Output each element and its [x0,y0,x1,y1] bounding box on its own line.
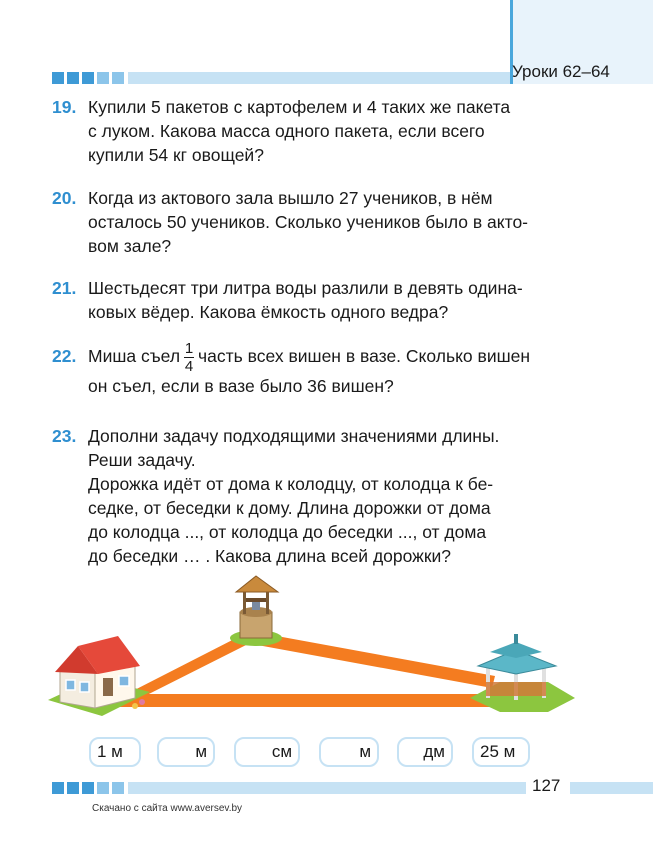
path-illustration [0,570,653,730]
problem-line: Дополни задачу подходящими значениями длины. [88,426,500,446]
problem-number: 21. [52,278,77,298]
problem-line: до колодца ..., от колодца до беседки ..., от дома [88,522,487,542]
problem-line: Шестьдесят три литра воды разлили в девять одина- [88,278,523,298]
problem-text: часть всех вишен в вазе. Сколько вишен [198,346,531,366]
unit-chip-3[interactable]: см [234,737,300,767]
problem-line: Купили 5 пакетов с картофелем и 4 таких же пакета [88,97,511,117]
unit-chip-1[interactable]: 1 м [89,737,141,767]
problem-number: 23. [52,426,77,446]
house-icon [48,636,150,716]
problem-line: осталось 50 учеников. Сколько учеников было в акто- [88,212,529,232]
problem-line: ковых вёдер. Какова ёмкость одного ведра? [88,302,449,322]
problem-line: Реши задачу. [88,450,196,470]
page-number: 127 [532,776,561,795]
problem-line: он съел, если в вазе было 36 вишен? [88,376,394,396]
problem-line: седке, от беседки к дому. Длина дорожки от дома [88,498,491,518]
well-icon [230,576,282,646]
problem-line: до беседки … . Какова длина всей дорожки? [88,546,452,566]
problem-number: 19. [52,97,77,117]
problem-line: Дорожка идёт от дома к колодцу, от колодца к бе- [88,474,494,494]
fraction-numerator: 1 [184,339,194,357]
unit-chip-5[interactable]: дм [397,737,453,767]
problem-number: 20. [52,188,77,208]
problem-line: вом зале? [88,236,172,256]
unit-chip-6[interactable]: 25 м [472,737,530,767]
unit-chip-4[interactable]: м [319,737,379,767]
problem-line: Когда из актового зала вышло 27 учеников, в нём [88,188,493,208]
problem-line: с луком. Какова масса одного пакета, если всего [88,121,485,141]
footer-source: Скачано с сайта www.aversev.by [92,803,243,814]
fraction [184,341,194,374]
path-lines [110,632,500,707]
lesson-header-title: Уроки 62–64 [512,62,610,81]
problem-text: Миша съел [88,346,181,366]
problem-number: 22. [52,346,77,366]
unit-chip-2[interactable]: м [157,737,215,767]
problem-line: купили 54 кг овощей? [88,145,264,165]
fraction-denominator: 4 [184,357,194,375]
gazebo-icon [470,634,575,712]
unit-options [0,737,653,771]
